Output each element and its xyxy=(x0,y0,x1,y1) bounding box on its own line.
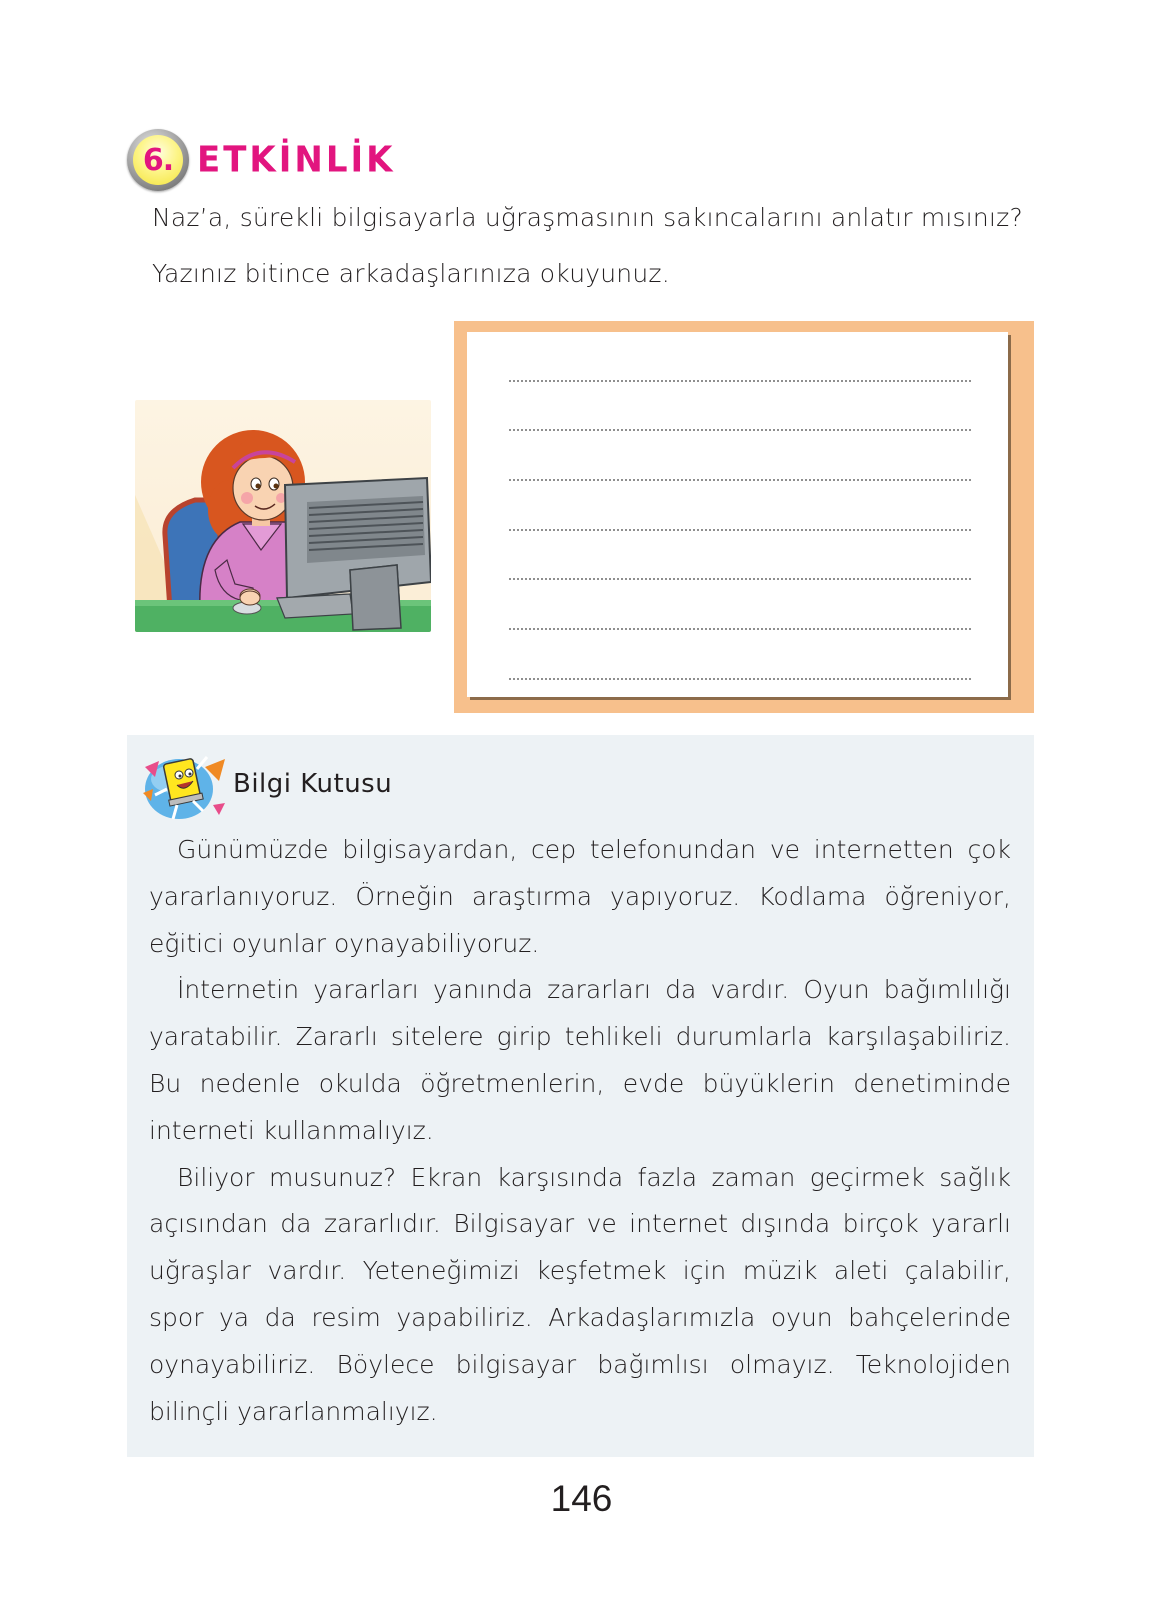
book-mascot-icon xyxy=(137,745,229,823)
info-paragraph: Günümüzde bilgisayardan, cep telefonundan ve internetten çok yararlanıyoruz. Örneğin araştırma yapıyoruz. Kodlama öğreniyor, eğitici oyunlar oynayabiliyoruz. xyxy=(149,835,1011,958)
activity-number: 6. xyxy=(133,135,183,185)
girl-at-computer-illustration xyxy=(135,400,431,632)
writing-area[interactable] xyxy=(467,332,1008,697)
info-paragraph: İnternetin yararları yanında zararları da vardır. Oyun bağımlılığı yaratabilir. Zararlı sitelere girip tehlikeli durumlarla karşılaşabiliriz. Bu nedenle okulda öğretmenlerin, evde büyüklerin denetiminde interneti kullanmalıyız. xyxy=(149,975,1011,1145)
info-box xyxy=(127,735,1034,1457)
writing-line[interactable] xyxy=(509,529,971,531)
activity-heading xyxy=(127,128,396,192)
info-paragraph: Biliyor musunuz? Ekran karşısında fazla zaman geçirmek sağlık açısından da zararlıdır. Bilgisayar ve internet dışında birçok yararlı uğraşlar vardır. Yeteneğimizi keşfetmek için müzik aleti çalabilir, spor ya da resim yapabiliriz. Arkadaşlarımızla oyun bahçelerinde oynayabiliriz. Böylece bilgisayar bağımlısı olmayız. Teknolojiden bilinçli yararlanmalıyız. xyxy=(149,1162,1011,1426)
instruction-read-aloud: Yazınız bitince arkadaşlarınıza okuyunuz. xyxy=(152,259,670,288)
writing-line[interactable] xyxy=(509,429,971,431)
writing-line[interactable] xyxy=(509,380,971,382)
info-box-title: Bilgi Kutusu xyxy=(233,769,393,799)
activity-title: ETKİNLİK xyxy=(197,139,396,181)
writing-line[interactable] xyxy=(509,578,971,580)
info-box-body xyxy=(149,827,1011,1435)
writing-line[interactable] xyxy=(509,479,971,481)
page-number: 146 xyxy=(550,1478,613,1519)
writing-line[interactable] xyxy=(509,678,971,680)
activity-number-badge xyxy=(127,129,189,191)
writing-line[interactable] xyxy=(509,628,971,630)
instruction-question: Naz’a, sürekli bilgisayarla uğraşmasının sakıncalarını anlatır mısınız? xyxy=(152,203,1023,232)
writing-box-frame xyxy=(454,321,1034,713)
info-box-header xyxy=(137,745,392,823)
